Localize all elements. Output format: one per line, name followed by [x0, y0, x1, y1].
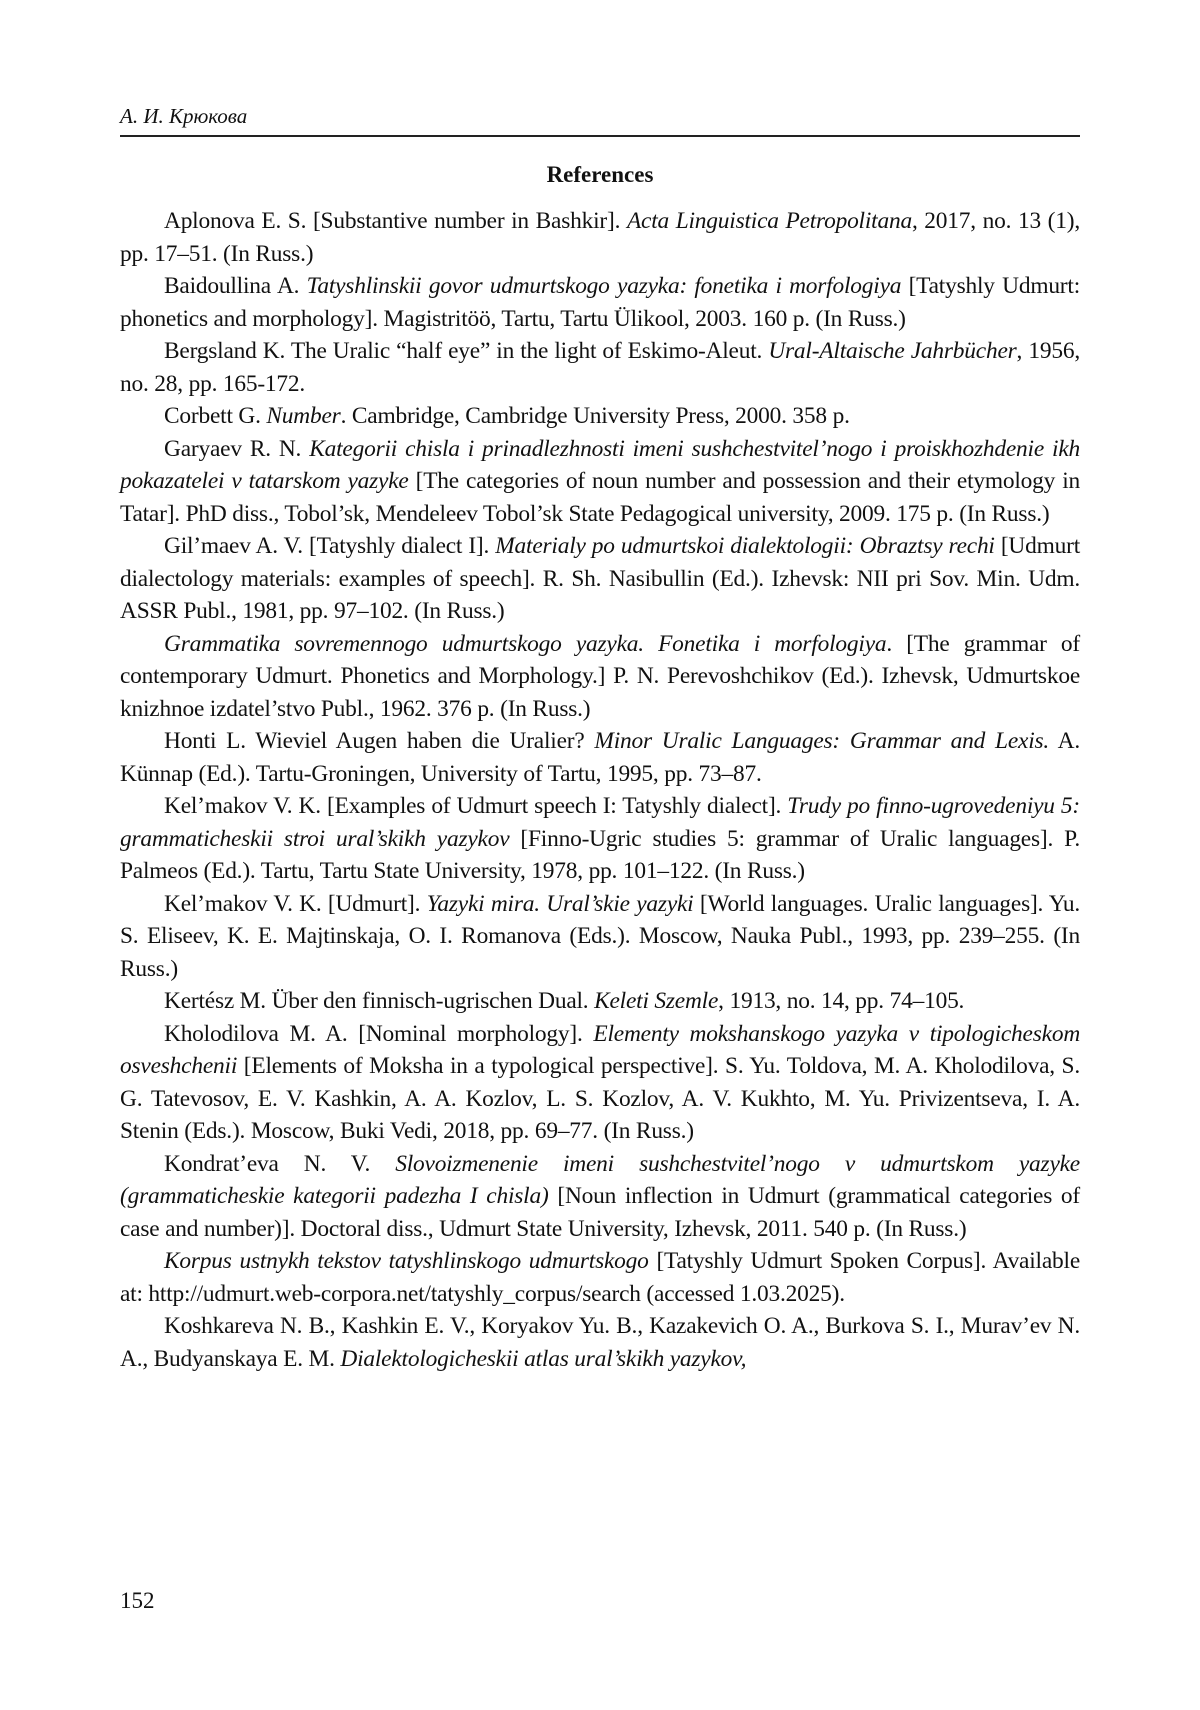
reference-text: Kholodilova M. A. [Nominal morphology]. — [164, 1020, 594, 1047]
reference-title-italic: Dialektologicheskii atlas ural’skikh yazykov, — [340, 1345, 747, 1372]
reference-entry — [120, 270, 1080, 335]
reference-entry — [120, 888, 1080, 986]
reference-title-italic: Elementy mokshanskogo yazyka v tipologicheskom osveshchenii — [120, 1020, 1081, 1079]
reference-text: . Cambridge, Cambridge University Press, 2000. 358 p. — [340, 403, 850, 429]
reference-title-italic: Korpus ustnykh tekstov tatyshlinskogo udmurtskogo — [164, 1248, 649, 1274]
reference-title-italic: Grammatika sovremennogo udmurtskogo yazyka. Fonetika i morfologiya — [164, 630, 887, 657]
section-title: References — [546, 162, 654, 187]
reference-text: [The categories of noun number and possession and their etymology in Tatar]. PhD diss., Tobol’sk, Mendeleev Tobol’sk State Pedagogical university, 2009. 175 p. (In Russ.) — [120, 468, 1080, 527]
reference-title-italic: Yazyki mira. Ural’skie yazyki — [426, 890, 694, 917]
reference-text: Corbett G. — [164, 403, 267, 429]
reference-title-italic: Materialy po udmurtskoi dialektologii: Obraztsy rechi — [495, 533, 995, 559]
reference-text: A. Künnap (Ed.). Tartu-Groningen, University of Tartu, 1995, pp. 73–87. — [120, 728, 1081, 787]
reference-text: [Udmurt dialectology materials: examples of speech]. R. Sh. Nasibullin (Ed.). Izhevsk: NII pri Sov. Min. Udm. ASSR Publ., 1981, pp. 97–102. (In Russ.) — [120, 533, 1080, 624]
reference-text: Kel’makov V. K. [Examples of Udmurt speech I: Tatyshly dialect]. — [164, 793, 788, 819]
reference-entry — [120, 790, 1080, 888]
reference-list — [120, 205, 1080, 1375]
reference-entry — [120, 400, 1080, 433]
reference-title-italic: Acta Linguistica Petropolitana — [626, 208, 912, 234]
reference-text: Honti L. Wieviel Augen haben die Uralier? — [164, 728, 595, 754]
reference-text: , 1956, no. 28, pp. 165-172. — [120, 338, 1080, 397]
page-number: 152 — [120, 1588, 155, 1613]
reference-entry — [120, 335, 1080, 400]
reference-text: [Tatyshly Udmurt Spoken Corpus]. Available at: http://udmurt.web-corpora.net/tatyshly_corpus/search (accessed 1.03.2025). — [120, 1248, 1080, 1307]
reference-entry — [120, 1310, 1080, 1375]
reference-text: Garyaev R. N. — [164, 435, 310, 462]
reference-text: Baidoullina A. — [164, 273, 307, 299]
reference-text: [Finno-Ugric studies 5: grammar of Uralic languages]. P. Palmeos (Ed.). Tartu, Tartu State University, 1978, pp. 101–122. (In Russ.) — [120, 825, 1080, 884]
reference-text: [World languages. Uralic languages]. Yu. S. Eliseev, K. E. Majtinskaja, O. I. Romanova (Eds.). Moscow, Nauka Publ., 1993, pp. 239–255. (In Russ.) — [120, 890, 1080, 982]
reference-title-italic: Slovoizmenenie imeni sushchestvitel’nogo v udmurtskom yazyke (grammaticheskie kategorii padezha I chisla) — [120, 1150, 1080, 1209]
reference-text: [Tatyshly Udmurt: phonetics and morphology]. Magistritöö, Tartu, Tartu Ülikool, 2003. 160 p. (In Russ.) — [120, 273, 1080, 332]
reference-entry — [120, 1245, 1080, 1310]
reference-text: . [The grammar of contemporary Udmurt. Phonetics and Morphology.] P. N. Perevoshchikov (Ed.). Izhevsk, Udmurtskoe knizhnoe izdatel’stvo Publ., 1962. 376 p. (In Russ.) — [120, 630, 1080, 722]
reference-entry — [120, 628, 1080, 726]
reference-text: Bergsland K. The Uralic “half eye” in the light of Eskimo-Aleut. — [164, 338, 769, 364]
reference-title-italic: Keleti Szemle — [594, 988, 719, 1014]
reference-text: [Elements of Moksha in a typological perspective]. S. Yu. Toldova, M. A. Kholodilova, S. G. Tatevosov, E. V. Kashkin, A. A. Kozlov, L. S. Kozlov, A. V. Kukhto, M. Yu. Privizentseva, I. A. Stenin (Eds.). Moscow, Buki Vedi, 2018, pp. 69–77. (In Russ.) — [120, 1053, 1080, 1144]
reference-title-italic: Minor Uralic Languages: Grammar and Lexis. — [594, 728, 1050, 754]
reference-text: Aplonova E. S. [Substantive number in Bashkir]. — [164, 208, 627, 234]
reference-title-italic: Trudy po finno-ugrovedeniyu 5: grammaticheskii stroi ural’skikh yazykov — [120, 793, 1080, 852]
reference-text: Kel’makov V. K. [Udmurt]. — [164, 890, 427, 917]
reference-text: [Noun inflection in Udmurt (grammatical categories of case and number)]. Doctoral diss., Udmurt State University, Izhevsk, 2011. 540 p. (In Russ.) — [120, 1183, 1080, 1242]
reference-entry — [120, 1148, 1080, 1246]
running-head-author: А. И. Крюкова — [120, 104, 248, 128]
reference-entry — [120, 725, 1080, 790]
reference-text: , 1913, no. 14, pp. 74–105. — [718, 988, 965, 1014]
reference-entry — [120, 985, 1080, 1018]
reference-title-italic: Number — [266, 403, 341, 429]
reference-title-italic: Tatyshlinskii govor udmurtskogo yazyka: fonetika i morfologiya — [306, 273, 902, 299]
reference-entry — [120, 205, 1080, 270]
header-divider — [120, 135, 1080, 137]
reference-title-italic: Ural-Altaische Jahrbücher — [768, 338, 1017, 364]
reference-entry — [120, 1018, 1080, 1148]
reference-text: Gil’maev A. V. [Tatyshly dialect I]. — [164, 533, 496, 559]
reference-entry — [120, 433, 1080, 531]
reference-entry — [120, 530, 1080, 628]
reference-text: , 2017, no. 13 (1), pp. 17–51. (In Russ.) — [120, 208, 1080, 267]
reference-title-italic: Kategorii chisla i prinadlezhnosti imeni sushchestvitel’nogo i proiskhozhdenie ikh pokazatelei v tatarskom yazyke — [120, 435, 1080, 494]
reference-text: Koshkareva N. B., Kashkin E. V., Koryakov Yu. B., Kazakevich O. A., Burkova S. I., Murav’ev N. A., Budyanskaya E. M. — [120, 1313, 1080, 1372]
reference-text: Kondrat’eva N. V. — [164, 1150, 396, 1177]
reference-text: Kertész M. Über den finnisch-ugrischen Dual. — [164, 988, 595, 1014]
